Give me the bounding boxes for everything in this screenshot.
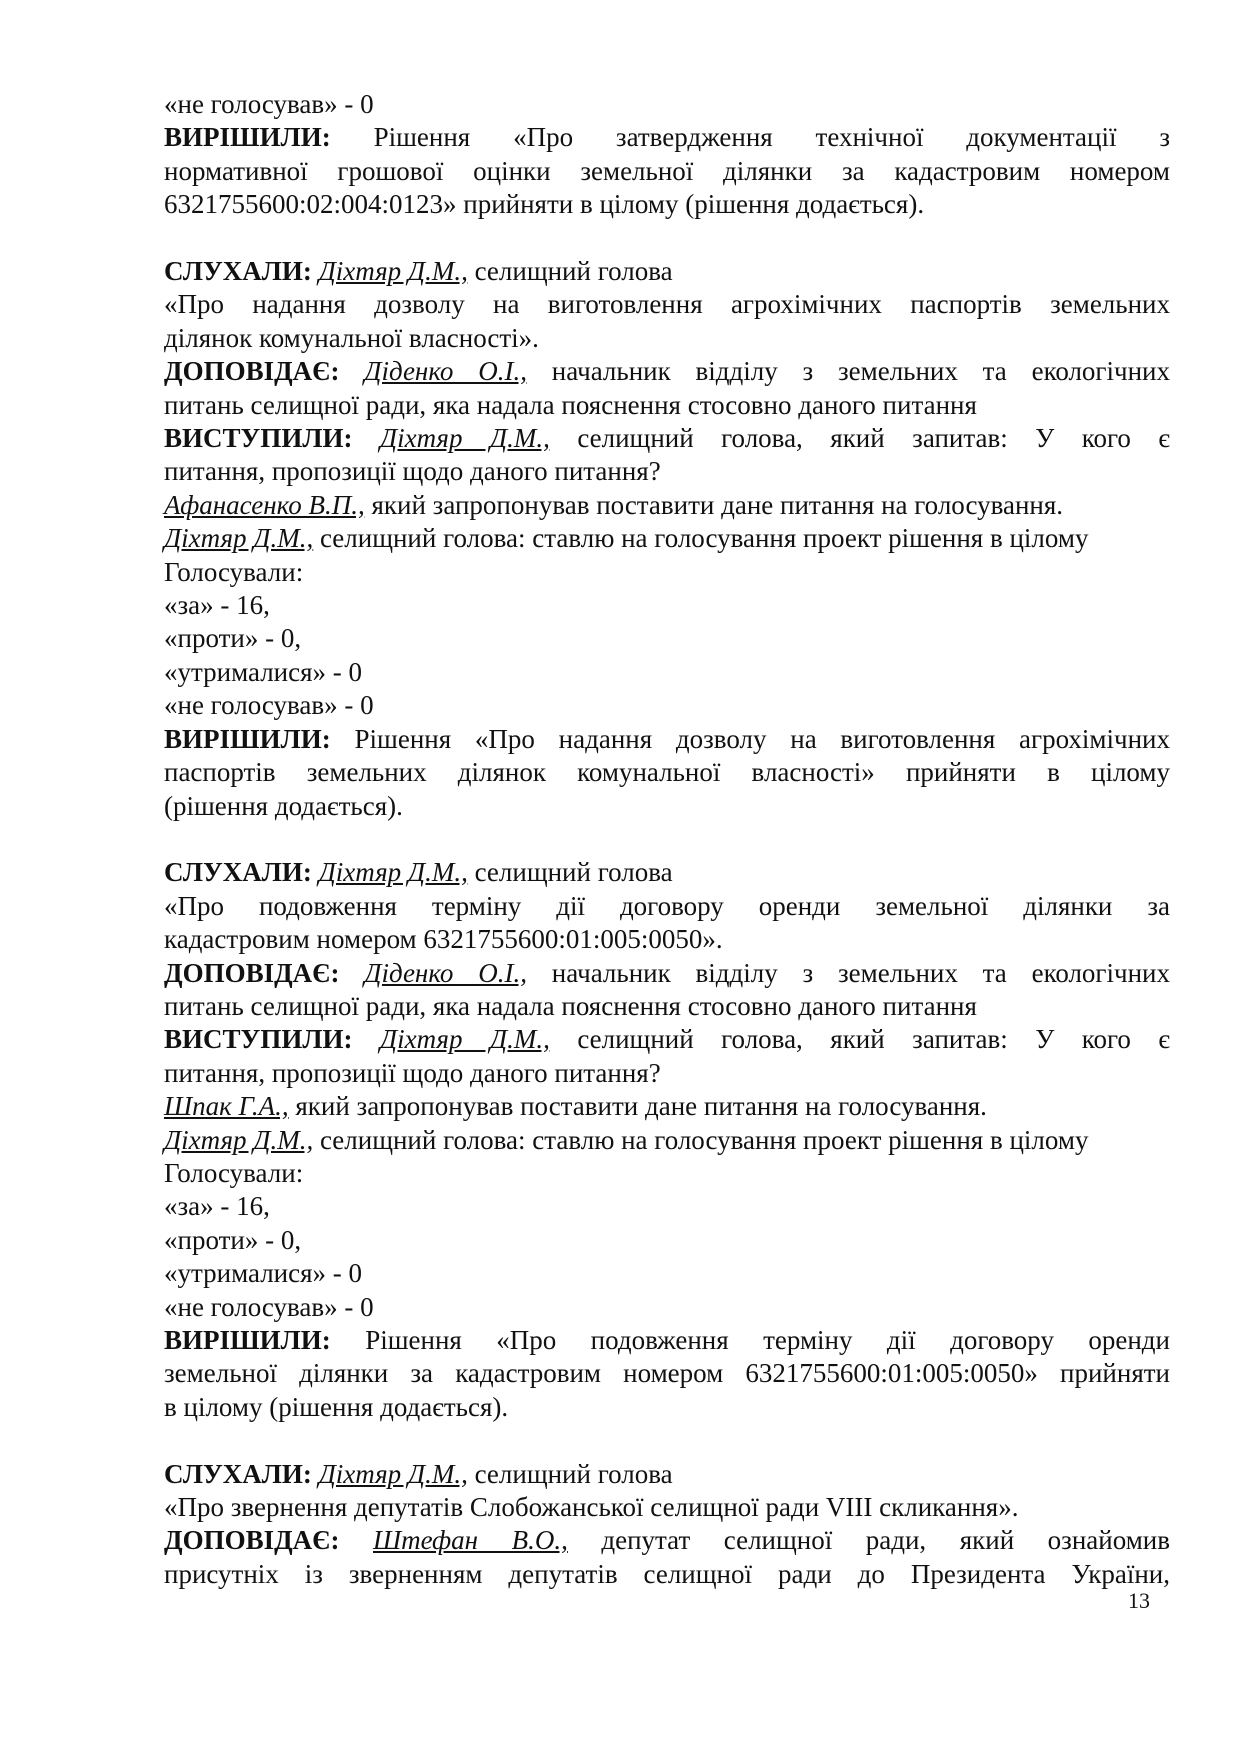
text-run: селищний голова [467,256,673,287]
section-label: ВИРІШИЛИ: [164,723,331,754]
text-line [164,288,1170,321]
text-line [164,255,1170,288]
text-line [164,355,1170,388]
text-line [164,1291,1170,1324]
section-label: ДОПОВІДАЄ: [164,356,340,387]
text-run: «утрималися» - 0 [164,656,363,687]
text-run: паспортів земельних ділянок комунальної власності» прийняти в цілому [164,757,1170,788]
text-run: ділянок комунальної власності». [164,322,539,353]
text-line [164,188,1170,221]
text-line [164,155,1170,188]
section-label: ДОПОВІДАЄ: [164,957,340,988]
text-line [164,1157,1170,1190]
text-line [164,1391,1170,1424]
text-run: в цілому (рішення додається). [164,1391,509,1422]
text-line [164,957,1170,990]
section-label: ВИРІШИЛИ: [164,1325,331,1355]
person-name: Діхтяр Д.М., [318,256,468,287]
text-run: «за» - 16, [164,1191,270,1222]
text-line [164,1190,1170,1223]
text-run [312,256,319,286]
text-run: 6321755600:02:004:0123» прийняти в цілому (рішення додається). [164,189,925,220]
section-label: СЛУХАЛИ: [164,256,312,287]
person-name: Діхтяр Д.М., [318,857,468,888]
text-line [164,1257,1170,1290]
text-line [164,1124,1170,1157]
text-run [312,1459,319,1489]
text-run: кадастровим номером 6321755600:01:005:0050». [164,924,723,955]
text-line [164,1458,1170,1491]
text-run: селищний голова: ставлю на голосування проект рішення в цілому [313,1124,1089,1155]
text-line [164,723,1170,756]
text-line [164,522,1170,555]
text-run: присутніх із зверненням депутатів селищної ради до Президента України, [164,1558,1170,1589]
text-line [164,1057,1170,1090]
section-label: ДОПОВІДАЄ: [164,1525,340,1556]
text-line [164,1090,1170,1123]
text-run: Голосували: [164,1157,304,1188]
person-name: Діденко О.І., [364,356,527,387]
text-run: селищний голова [467,857,673,888]
person-name: Штефан В.О., [373,1525,568,1556]
person-name: Діхтяр Д.М., [164,1124,314,1155]
text-line [164,1324,1170,1357]
text-run: який запропонував поставити дане питання на голосування. [288,1091,987,1122]
text-line [164,88,1170,121]
text-line [164,121,1170,154]
person-name: Афанасенко В.П., [164,489,365,520]
text-line [164,589,1170,622]
person-name: Діхтяр Д.М., [164,523,314,554]
text-run [339,1525,373,1555]
text-line [164,455,1170,488]
text-line [164,489,1170,522]
text-run: «не голосував» - 0 [164,1291,374,1322]
text-line [164,1023,1170,1056]
text-run: Рішення «Про подовження терміну дії договору оренди [330,1325,1170,1355]
text-run [339,356,364,386]
text-run [352,1024,379,1054]
text-run: селищний голова, який запитав: У кого є [549,1024,1170,1055]
text-run: нормативної грошової оцінки земельної ділянки за кадастровим номером [164,155,1170,186]
text-run: «за» - 16, [164,590,270,621]
text-run: начальник відділу з земельних та екологічних [526,957,1170,988]
person-name: Діхтяр Д.М., [379,423,550,454]
text-line [164,856,1170,889]
text-run: земельної ділянки за кадастровим номером 6321755600:01:005:0050» прийняти [164,1358,1170,1389]
text-line [164,990,1170,1023]
text-run: «не голосував» - 0 [164,89,374,119]
text-run: питань селищної ради, яка надала пояснення стосовно даного питання [164,990,977,1021]
text-line [164,1224,1170,1257]
text-line [164,1558,1170,1591]
text-run: який запропонував поставити дане питання на голосування. [364,489,1064,520]
text-run [339,958,364,988]
text-run: питання, пропозиції щодо даного питання? [164,456,661,487]
text-run: «проти» - 0, [164,1224,302,1255]
person-name: Шпак Г.А., [164,1091,289,1122]
text-run: селищний голова [467,1458,673,1489]
text-line [164,890,1170,923]
section-label: ВИСТУПИЛИ: [164,423,353,454]
text-line [164,622,1170,655]
text-line [164,556,1170,589]
text-run: «утрималися» - 0 [164,1258,363,1289]
text-run: «Про надання дозволу на виготовлення агрохімічних паспортів земельних [164,289,1170,320]
text-run: депутат селищної ради, який ознайомив [567,1525,1170,1556]
document-page [164,88,1170,1591]
text-line [164,1357,1170,1390]
text-run: «Про звернення депутатів Слобожанської селищної ради VIII скликання». [164,1492,1019,1523]
text-line [164,322,1170,355]
text-line [164,389,1170,422]
person-name: Діхтяр Д.М., [318,1458,468,1489]
text-run: Рішення «Про затвердження технічної документації з [330,122,1170,153]
text-run: питань селищної ради, яка надала пояснення стосовно даного питання [164,389,977,420]
section-label: ВИРІШИЛИ: [164,122,331,153]
text-run: «не голосував» - 0 [164,690,374,721]
text-run: Рішення «Про надання дозволу на виготовлення агрохімічних [330,723,1170,754]
page-number: 13 [1128,1588,1150,1613]
text-run: селищний голова, який запитав: У кого є [549,423,1170,454]
text-run: начальник відділу з земельних та екологічних [526,356,1170,387]
text-run: «проти» - 0, [164,623,302,654]
text-line [164,790,1170,823]
text-run [352,423,379,453]
text-run: питання, пропозиції щодо даного питання? [164,1057,661,1088]
text-line [164,756,1170,789]
text-line [164,689,1170,722]
paragraph-gap [164,1424,1170,1457]
text-line [164,1524,1170,1557]
text-line [164,422,1170,455]
text-run: «Про подовження терміну дії договору оренди земельної ділянки за [164,890,1170,921]
text-line [164,656,1170,689]
paragraph-gap [164,222,1170,255]
section-label: ВИСТУПИЛИ: [164,1024,353,1055]
person-name: Діхтяр Д.М., [379,1024,550,1055]
text-line [164,923,1170,956]
text-run [312,857,319,887]
text-run: (рішення додається). [164,790,403,821]
text-run: селищний голова: ставлю на голосування проект рішення в цілому [313,523,1089,554]
text-line [164,1491,1170,1524]
section-label: СЛУХАЛИ: [164,1458,312,1489]
text-run: Голосували: [164,556,304,587]
paragraph-gap [164,823,1170,856]
person-name: Діденко О.І., [364,957,527,988]
section-label: СЛУХАЛИ: [164,857,312,888]
